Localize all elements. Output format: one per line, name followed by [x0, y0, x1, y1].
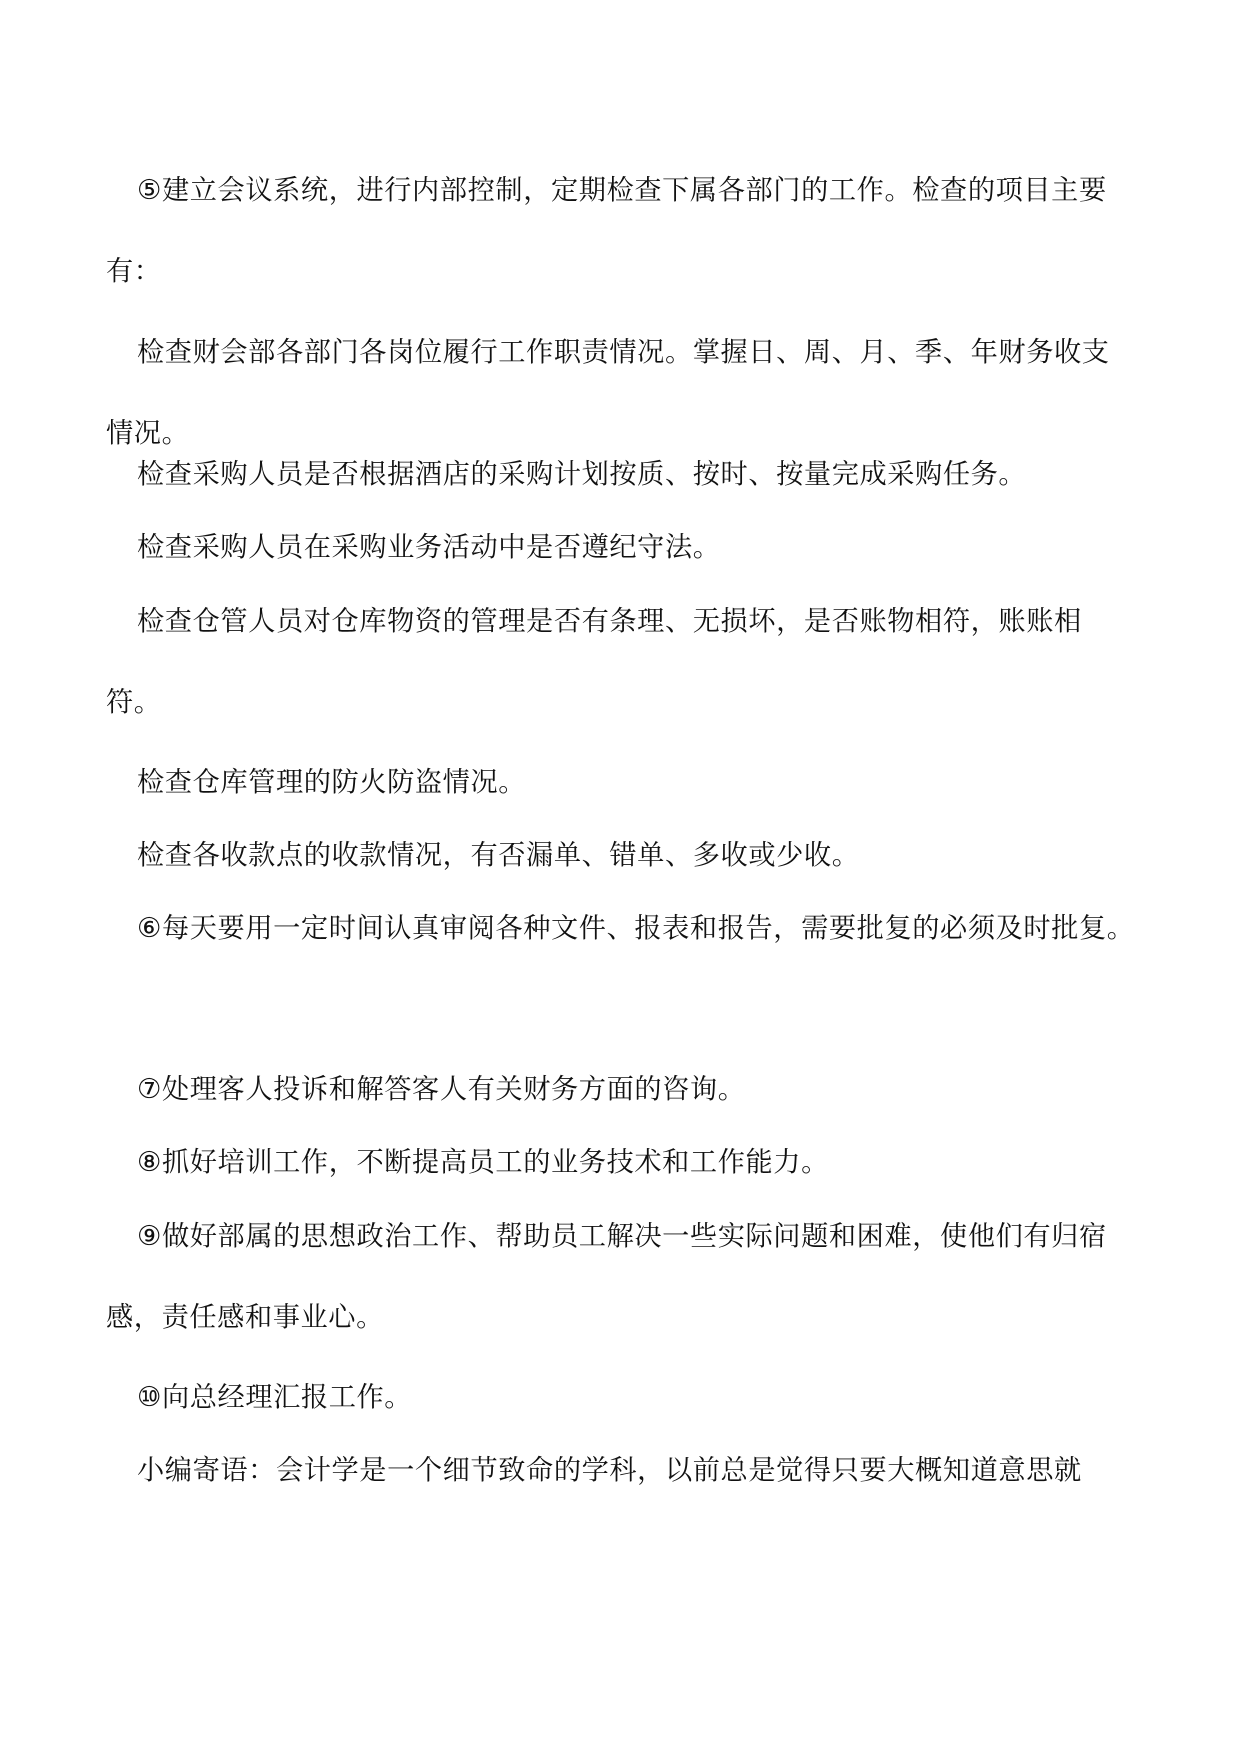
paragraph-check-finance: 检查财会部各部门各岗位履行工作职责情况。掌握日、周、月、季、年财务收支情况。 [106, 337, 1110, 449]
paragraph-check-purchase-plan: 检查采购人员是否根据酒店的采购计划按质、按时、按量完成采购任务。 [137, 459, 1027, 490]
paragraph-editor-note: 小编寄语：会计学是一个细节致命的学科，以前总是觉得只要大概知道意思就 [137, 1455, 1082, 1486]
paragraph-check-cashier: 检查各收款点的收款情况，有否漏单、错单、多收或少收。 [137, 840, 860, 871]
paragraph-check-warehouse: 检查仓管人员对仓库物资的管理是否有条理、无损坏，是否账物相符，账账相符。 [106, 606, 1082, 718]
paragraph-item-9: ⑨做好部属的思想政治工作、帮助员工解决一些实际问题和困难，使他们有归宿感，责任感和事业心。 [106, 1221, 1107, 1333]
paragraph-item-7: ⑦处理客人投诉和解答客人有关财务方面的咨询。 [137, 1074, 746, 1105]
paragraph-check-purchase-law: 检查采购人员在采购业务活动中是否遵纪守法。 [137, 532, 721, 563]
paragraph-item-6: ⑥每天要用一定时间认真审阅各种文件、报表和报告，需要批复的必须及时批复。 [137, 913, 1135, 944]
paragraph-check-fire-theft: 检查仓库管理的防火防盗情况。 [137, 767, 527, 798]
paragraph-item-5: ⑤建立会议系统，进行内部控制，定期检查下属各部门的工作。检查的项目主要有： [106, 175, 1107, 287]
paragraph-item-8: ⑧抓好培训工作，不断提高员工的业务技术和工作能力。 [137, 1147, 829, 1178]
paragraph-item-10: ⑩向总经理汇报工作。 [137, 1382, 413, 1413]
